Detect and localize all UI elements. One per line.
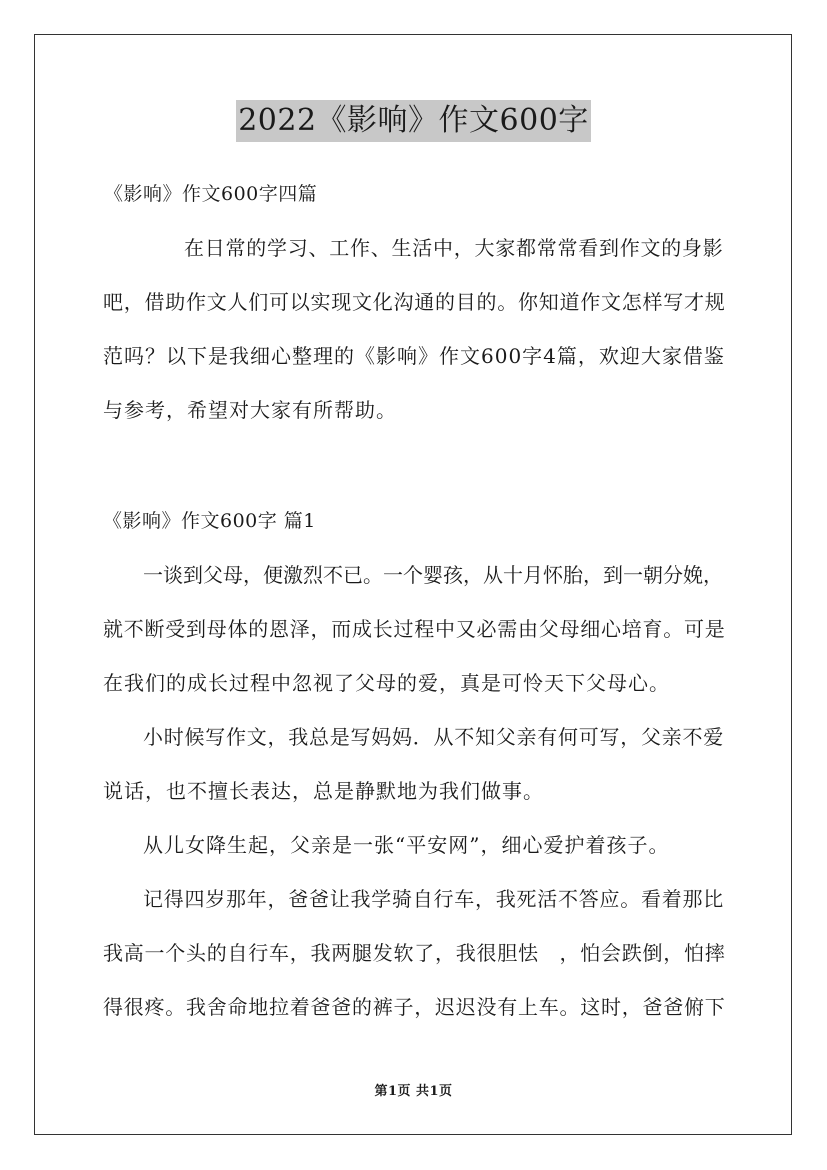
page-footer: 第1页 共1页 [374, 1084, 453, 1099]
title-wrapper [0, 100, 827, 142]
document-subtitle: 《影响》作文600字四篇 [104, 183, 318, 205]
intro-line: 范吗？以下是我细心整理的《影响》作文600字4篇，欢迎大家借鉴 [103, 344, 725, 368]
document-title: 2022《影响》作文600字 [236, 100, 591, 142]
body-line: 说话，也不擅长表达，总是静默地为我们做事。 [103, 779, 544, 803]
section-heading: 《影响》作文600字 篇1 [103, 510, 316, 532]
body-line: 就不断受到母体的恩泽，而成长过程中又必需由父母细心培育。可是 [103, 617, 726, 641]
body-line: 从儿女降生起，父亲是一张“平安网”，细心爱护着孩子。 [143, 833, 670, 857]
body-line: 我高一个头的自行车，我两腿发软了，我很胆怯 ，怕会跌倒，怕摔 [103, 941, 726, 965]
intro-line: 与参考，希望对大家有所帮助。 [103, 398, 397, 422]
intro-line: 在日常的学习、工作、生活中，大家都常常看到作文的身影 [184, 236, 724, 260]
intro-line: 吧，借助作文人们可以实现文化沟通的目的。你知道作文怎样写才规 [103, 290, 726, 314]
body-line: 记得四岁那年，爸爸让我学骑自行车，我死活不答应。看着那比 [143, 887, 724, 911]
body-line: 一谈到父母，便激烈不已。一个婴孩，从十月怀胎，到一朝分娩， [143, 563, 723, 587]
body-line: 在我们的成长过程中忽视了父母的爱，真是可怜天下父母心。 [103, 671, 670, 695]
body-line: 小时候写作文，我总是写妈妈．从不知父亲有何可写，父亲不爱 [143, 725, 724, 749]
body-line: 得很疼。我舍命地拉着爸爸的裤子，迟迟没有上车。这时，爸爸俯下 [103, 995, 726, 1019]
